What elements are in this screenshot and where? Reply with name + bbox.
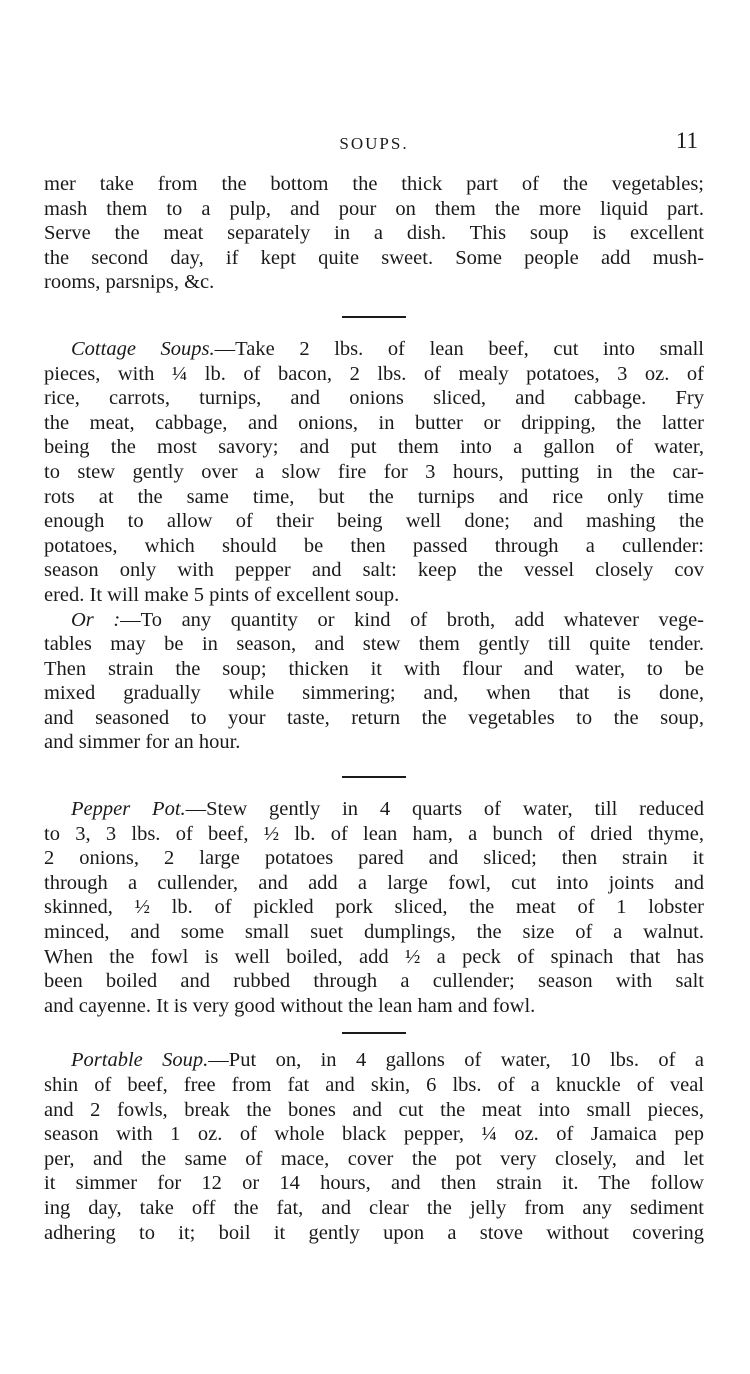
text-line: mash them to a pulp, and pour on them the more liquid part. (44, 197, 704, 220)
section-divider (44, 755, 704, 797)
text-line: through a cullender, and add a large fowl, cut into joints and (44, 871, 704, 894)
paragraph-or (44, 608, 704, 756)
text-line: minced, and some small suet dumplings, the size of a walnut. (44, 921, 704, 944)
text-line: the second day, if kept quite sweet. Some people add mush- (44, 246, 704, 269)
text-line: rooms, parsnips, &c. (44, 271, 215, 294)
paragraph-cottage-soups (44, 337, 704, 608)
running-head (44, 128, 704, 158)
text-line (44, 797, 704, 822)
text-line: being the most savory; and put them into a gallon of water, (44, 436, 704, 459)
paragraph-portable-soup (44, 1048, 704, 1245)
text-line: shin of beef, free from fat and skin, 6 lbs. of a knuckle of veal (44, 1074, 704, 1096)
text-line: tables may be in season, and stew them gently till quite tender. (44, 633, 704, 656)
text-line: Then strain the soup; thicken it with flour and water, to be (44, 657, 704, 680)
text-line: enough to allow of their being well done; and mashing the (44, 510, 704, 533)
recipe-title: Pepper Pot. (71, 798, 186, 821)
text-line: When the fowl is well boiled, add ½ a peck of spinach that has (44, 945, 704, 968)
paragraph-continuation (44, 172, 704, 295)
section-divider (44, 1018, 704, 1048)
text-line: 2 onions, 2 large potatoes pared and sliced; then strain it (44, 847, 704, 870)
line-text: —Put on, in 4 gallons of water, 10 lbs. of a (208, 1049, 704, 1072)
text-line: skinned, ½ lb. of pickled pork sliced, the meat of 1 lobster (44, 896, 704, 919)
text-line: and cayenne. It is very good without the lean ham and fowl. (44, 994, 536, 1017)
text-line: season with 1 oz. of whole black pepper, ¼ oz. of Jamaica pep (44, 1123, 704, 1146)
text-line: mixed gradually while simmering; and, when that is done, (44, 682, 704, 705)
text-line: adhering to it; boil it gently upon a stove without covering (44, 1221, 704, 1244)
text-line: and 2 fowls, break the bones and cut the meat into small pieces, (44, 1098, 704, 1121)
text-line: ered. It will make 5 pints of excellent soup. (44, 583, 400, 606)
text-line: it simmer for 12 or 14 hours, and then strain it. The follow (44, 1172, 704, 1195)
recipe-title: Cottage Soups. (71, 337, 215, 360)
text-line: Serve the meat separately in a dish. This soup is excellent (44, 222, 704, 245)
text-line: the meat, cabbage, and onions, in butter or dripping, the latter (44, 411, 704, 434)
text-line (44, 1048, 704, 1073)
text-line: been boiled and rubbed through a cullender; season with salt (44, 970, 704, 993)
running-head-title: SOUPS. (339, 134, 409, 153)
line-text: —Take 2 lbs. of lean beef, cut into small (214, 337, 704, 360)
text-line: pieces, with ¼ lb. of bacon, 2 lbs. of mealy potatoes, 3 oz. of (44, 362, 704, 385)
recipe-title: Portable Soup. (71, 1049, 209, 1072)
body-text (44, 172, 704, 1245)
divider-rule (342, 1032, 406, 1034)
text-line: and simmer for an hour. (44, 731, 241, 754)
text-line: to 3, 3 lbs. of beef, ½ lb. of lean ham, a bunch of dried thyme, (44, 822, 704, 845)
text-line: per, and the same of mace, cover the pot very closely, and let (44, 1147, 704, 1170)
text-line: rice, carrots, turnips, and onions sliced, and cabbage. Fry (44, 387, 704, 410)
text-line: season only with pepper and salt: keep the vessel closely cov (44, 559, 704, 582)
paragraph-pepper-pot (44, 797, 704, 1018)
text-line (44, 337, 704, 362)
line-text: —Stew gently in 4 quarts of water, till reduced (185, 798, 704, 821)
text-line: ing day, take off the fat, and clear the jelly from any sediment (44, 1196, 704, 1219)
text-line: potatoes, which should be then passed through a cullender: (44, 534, 704, 557)
text-line: and seasoned to your taste, return the vegetables to the soup, (44, 706, 704, 729)
text-line: mer take from the bottom the thick part of the vegetables; (44, 173, 704, 195)
divider-rule (342, 316, 406, 318)
divider-rule (342, 776, 406, 778)
text-line (44, 608, 704, 633)
text-line: rots at the same time, but the turnips and rice only time (44, 485, 704, 508)
section-divider (44, 295, 704, 337)
text-line: to stew gently over a slow fire for 3 hours, putting in the car- (44, 460, 704, 483)
recipe-title: Or : (71, 608, 121, 631)
line-text: —To any quantity or kind of broth, add whatever vege- (120, 608, 704, 631)
page-number: 11 (675, 128, 698, 153)
